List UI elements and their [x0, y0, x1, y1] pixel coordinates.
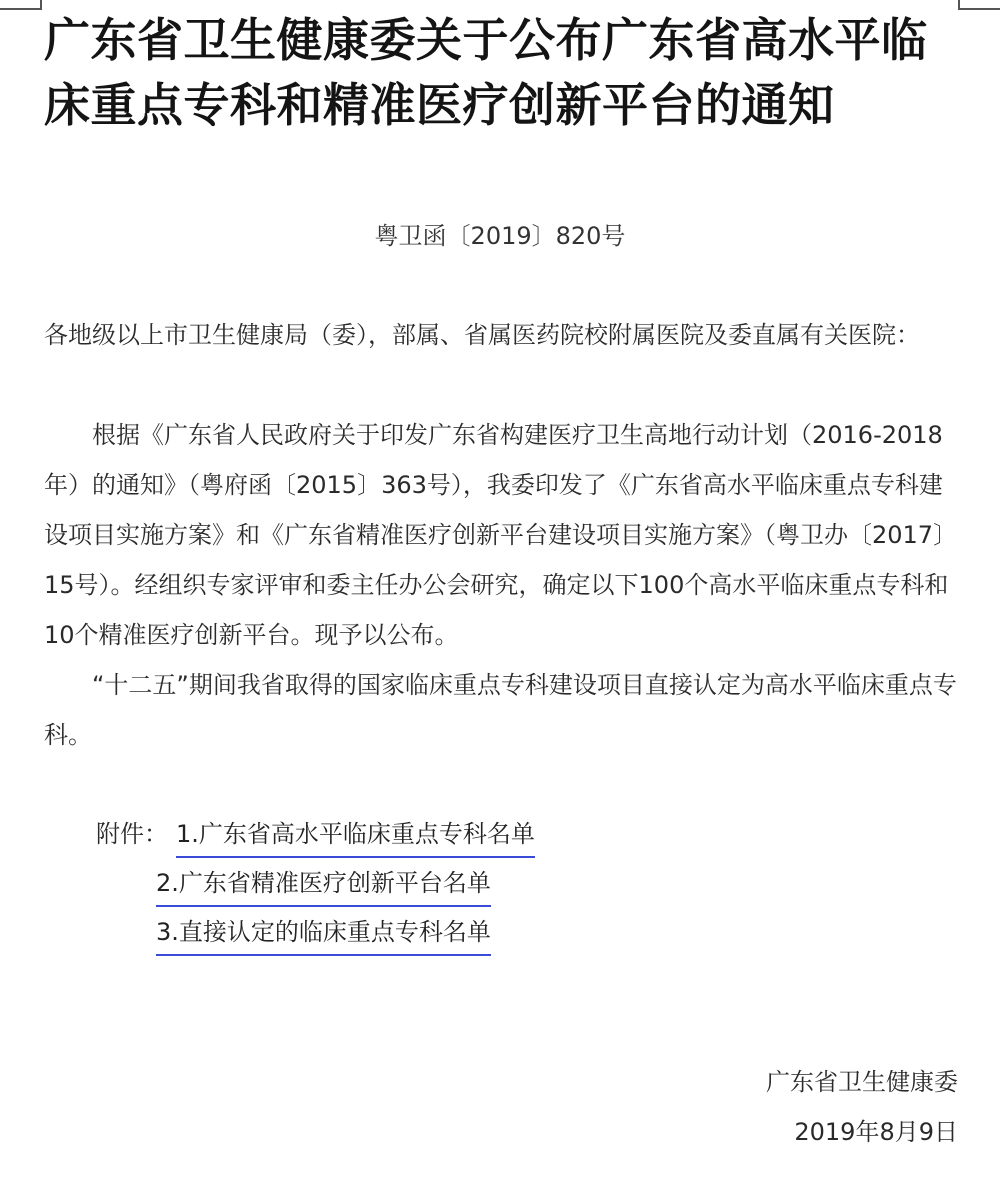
crop-mark-left [0, 0, 42, 10]
addressee-paragraph: 各地级以上市卫生健康局（委），部属、省属医药院校附属医院及委直属有关医院： [44, 321, 920, 349]
crop-mark-right [958, 0, 1000, 10]
signature-organization: 广东省卫生健康委 [766, 1068, 958, 1096]
attachments-label: 附件： [96, 820, 168, 848]
signature-date: 2019年8月9日 [794, 1118, 958, 1146]
document-number: 粤卫函〔2019〕820号 [374, 222, 626, 250]
body-paragraph: 根据《广东省人民政府关于印发广东省构建医疗卫生高地行动计划（2016-2018年）的通知》（粤府函〔2015〕363号），我委印发了《广东省高水平临床重点专科建设项目实施方案》和《广东省精准医疗创新平台建设项目实施方案》（粤卫办〔2017〕15号）。经组织专家评审和委主任办公会研究，确定以下100个高水平临床重点专科和10个精准医疗创新平台。现予以公布。 [44, 421, 958, 649]
attachment-link-direct-certified-list[interactable]: 3.直接认定的临床重点专科名单 [156, 910, 491, 956]
attachment-link-platform-list[interactable]: 2.广东省精准医疗创新平台名单 [156, 861, 491, 907]
attachment-link-specialty-list[interactable]: 1.广东省高水平临床重点专科名单 [176, 812, 535, 858]
page-title: 广东省卫生健康委关于公布广东省高水平临床重点专科和精准医疗创新平台的通知 [44, 13, 928, 132]
body-paragraph: “十二五”期间我省取得的国家临床重点专科建设项目直接认定为高水平临床重点专科。 [44, 671, 957, 749]
